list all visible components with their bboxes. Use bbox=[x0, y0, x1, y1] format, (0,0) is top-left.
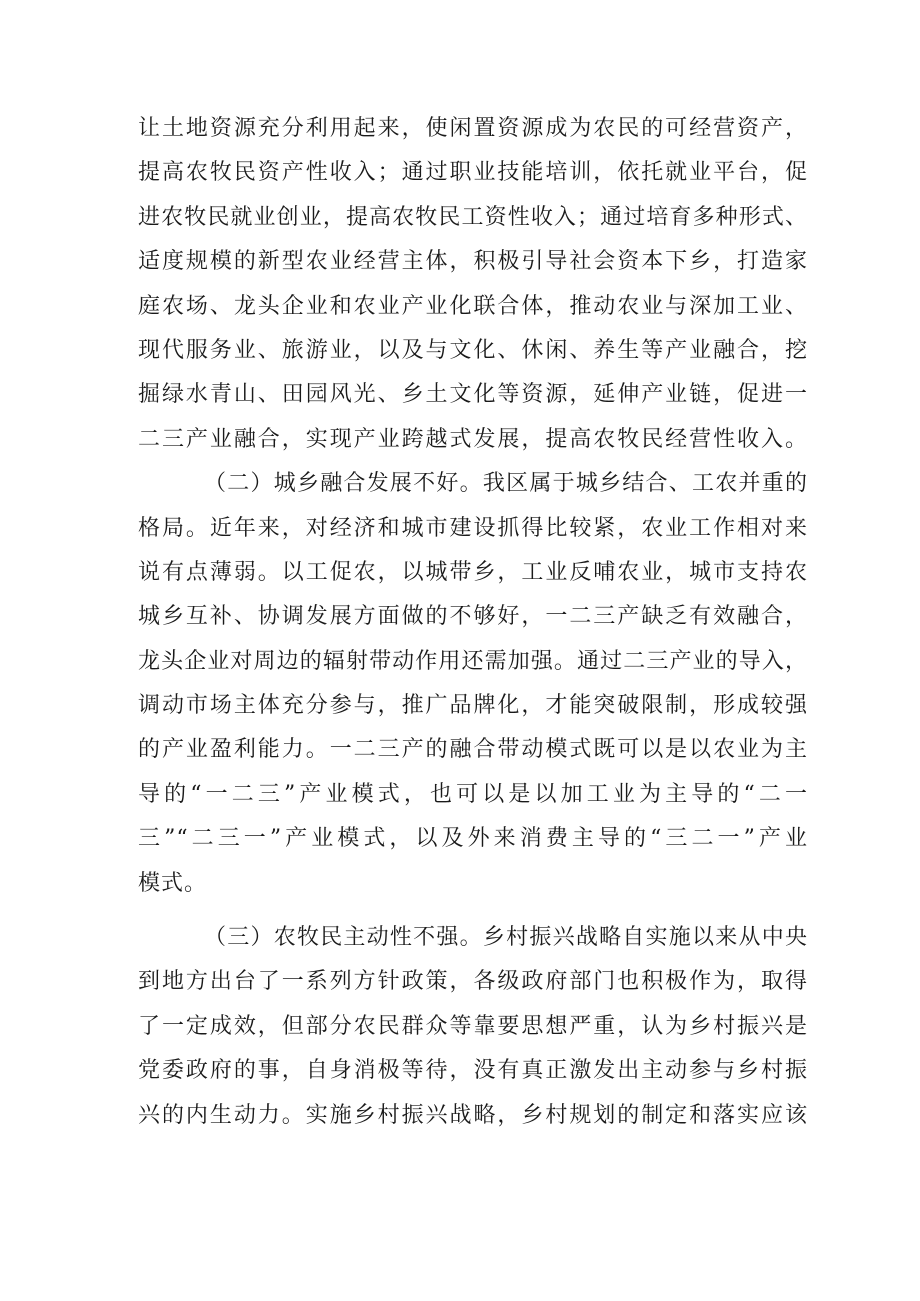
text-line: 到地方出台了一系列方针政策，各级政府部门也积极作为，取得 bbox=[138, 969, 808, 995]
text-line: 城乡互补、协调发展方面做的不够好，一二三产缺乏有效融合， bbox=[138, 604, 808, 630]
paragraph-urban-rural bbox=[138, 462, 808, 906]
paragraph-first-line: （二）城乡融合发展不好。我区属于城乡结合、工农并重的 bbox=[204, 471, 808, 497]
text-line: 兴的内生动力。实施乡村振兴战略，乡村规划的制定和落实应该 bbox=[138, 1102, 808, 1128]
text-line: 了一定成效，但部分农民群众等靠要思想严重，认为乡村振兴是 bbox=[138, 1013, 808, 1039]
text-line: 的产业盈利能力。一二三产的融合带动模式既可以是以农业为主 bbox=[138, 737, 808, 763]
text-line: 调动市场主体充分参与，推广品牌化，才能突破限制，形成较强 bbox=[138, 693, 808, 719]
body-text bbox=[138, 107, 808, 1138]
text-line: 适度规模的新型农业经营主体，积极引导社会资本下乡，打造家 bbox=[138, 249, 808, 275]
text-line: 格局。近年来，对经济和城市建设抓得比较紧，农业工作相对来 bbox=[138, 515, 808, 541]
text-line: 模式。 bbox=[138, 870, 208, 896]
paragraph-first-line: （三）农牧民主动性不强。乡村振兴战略自实施以来从中央 bbox=[204, 925, 808, 951]
text-line: 二三产业融合，实现产业跨越式发展，提高农牧民经营性收入。 bbox=[138, 426, 808, 452]
text-line: 三”“二三一”产业模式，以及外来消费主导的“三二一”产业 bbox=[138, 826, 808, 852]
text-line: 让土地资源充分利用起来，使闲置资源成为农民的可经营资产， bbox=[138, 116, 808, 141]
text-line: 现代服务业、旅游业，以及与文化、休闲、养生等产业融合，挖 bbox=[138, 337, 808, 363]
text-line: 党委政府的事，自身消极等待，没有真正激发出主动参与乡村振 bbox=[138, 1058, 808, 1084]
text-line: 掘绿水青山、田园风光、乡土文化等资源，延伸产业链，促进一 bbox=[138, 382, 808, 408]
text-line: 导的“一二三”产业模式，也可以是以加工业为主导的“二一 bbox=[138, 781, 808, 807]
text-line: 提高农牧民资产性收入；通过职业技能培训，依托就业平台，促 bbox=[138, 160, 808, 186]
paragraph-income bbox=[138, 107, 808, 462]
text-line: 说有点薄弱。以工促农，以城带乡，工业反哺农业，城市支持农 bbox=[138, 559, 808, 585]
paragraph-farmer-initiative bbox=[138, 916, 808, 1138]
text-line: 庭农场、龙头企业和农业产业化联合体，推动农业与深加工业、 bbox=[138, 293, 808, 319]
paragraph-gap bbox=[138, 906, 808, 916]
text-line: 龙头企业对周边的辐射带动作用还需加强。通过二三产业的导入， bbox=[138, 648, 808, 674]
text-line: 进农牧民就业创业，提高农牧民工资性收入；通过培育多种形式、 bbox=[138, 204, 808, 230]
